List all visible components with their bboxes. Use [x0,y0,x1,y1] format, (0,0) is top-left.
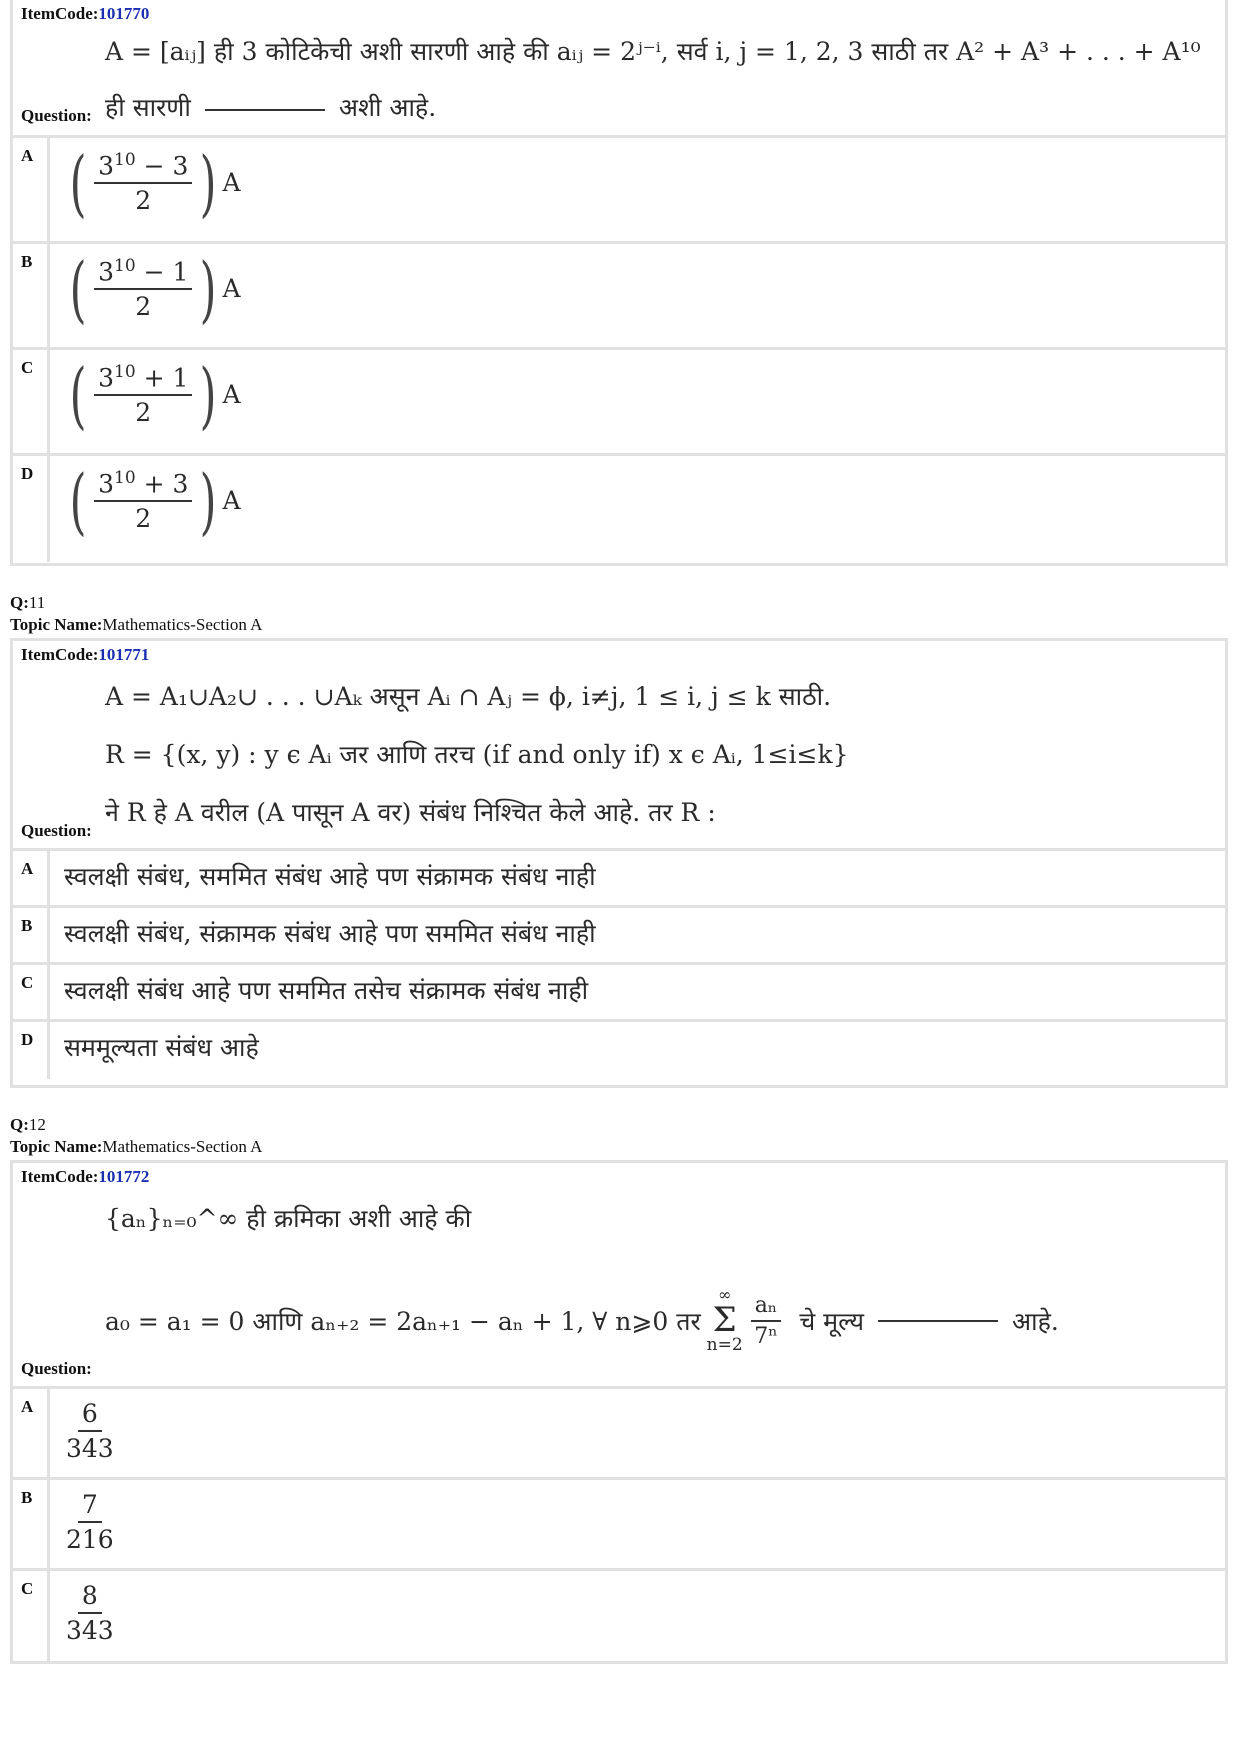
question-label: Question: [21,821,92,840]
numerator-rest: − 1 [135,257,189,287]
itemcode-value: 101772 [98,1167,150,1186]
fraction-numerator [94,256,192,290]
left-paren: ( [69,140,87,225]
option-expression [64,352,241,437]
question-text-fragment: आहे. [1012,1306,1059,1336]
sum-lower-limit: n=2 [706,1335,743,1355]
option-content [50,851,1225,905]
option-letter: C [13,350,50,453]
option-a[interactable] [13,138,1225,244]
right-paren: ) [200,140,217,225]
left-paren: ( [69,458,87,543]
option-content [50,965,1225,1019]
question-text-line-1: {aₙ}ₙ₌₀^∞ ही क्रमिका अशी आहे की [105,1204,472,1233]
option-expression [64,1581,116,1645]
option-letter: D [13,456,50,562]
option-letter: B [13,908,50,962]
option-content [50,1022,1225,1079]
question-cell [13,641,1225,851]
itemcode [21,4,149,24]
answer-blank [205,109,325,111]
option-a[interactable] [13,1389,1225,1480]
q-label: Q: [10,593,29,612]
option-b[interactable] [13,1480,1225,1571]
question-block-101771 [10,638,1228,1088]
option-letter: B [13,244,50,347]
fraction-numerator [94,362,192,396]
fraction-denominator: 216 [66,1525,114,1554]
fraction [94,468,192,533]
numerator-exponent: 10 [114,150,136,170]
numerator-exponent: 10 [114,468,136,488]
option-content [50,456,1225,562]
option-content [50,1571,1225,1662]
numerator-base: 3 [98,151,114,181]
option-text: स्वलक्षी संबंध, संक्रामक संबंध आहे पण सममित संबंध नाही [64,919,596,948]
right-paren: ) [200,458,217,543]
left-paren: ( [69,352,87,437]
itemcode-value: 101771 [98,645,150,664]
options-list [13,1389,1225,1662]
question-label: Question: [21,106,92,125]
option-content [50,908,1225,962]
sum-symbol: Σ [712,1300,737,1340]
option-content [50,1389,1225,1477]
fraction [94,150,192,215]
fraction-numerator: 8 [78,1581,102,1614]
fraction-denominator: 7ⁿ [754,1323,778,1349]
question-cell [13,1163,1225,1389]
numerator-rest: − 3 [135,151,189,181]
option-letter: A [13,1389,50,1477]
fraction [94,362,192,427]
option-text: स्वलक्षी संबंध आहे पण सममित तसेच संक्रामक संबंध नाही [64,976,589,1005]
fraction [94,256,192,321]
question-text-fragment: अशी आहे. [338,93,437,122]
q-number-value: 11 [28,593,46,612]
itemcode [21,645,149,665]
option-expression [64,1490,116,1554]
fraction-numerator: 7 [78,1490,102,1523]
itemcode-label: ItemCode: [21,4,99,23]
option-c[interactable] [13,965,1225,1022]
option-expression [64,1399,116,1463]
option-c[interactable] [13,1571,1225,1662]
option-expression [64,246,241,331]
option-letter: D [13,1022,50,1079]
topic-name [10,614,262,636]
numerator-base: 3 [98,469,114,499]
question-text-line-2 [105,90,436,124]
option-letter: A [13,851,50,905]
question-text-line-3: ने R हे A वरील (A पासून A वर) संबंध निश्चित केले आहे. तर R : [105,798,716,827]
numerator-exponent: 10 [114,362,136,382]
itemcode-value: 101770 [98,4,150,23]
numerator-rest: + 1 [135,363,189,393]
question-text-fragment: चे मूल्य [799,1306,865,1336]
topic-value: Mathematics-Section A [102,615,263,634]
sum-upper-limit: ∞ [718,1285,732,1304]
fraction [66,1399,114,1463]
question-block-101772 [10,1160,1228,1664]
topic-name [10,1136,262,1158]
fraction-denominator: 343 [66,1434,114,1463]
matrix-symbol: A [222,274,241,304]
options-list [13,138,1225,562]
topic-value: Mathematics-Section A [102,1137,263,1156]
numerator-rest: + 3 [135,469,189,499]
matrix-symbol: A [222,380,241,410]
topic-label: Topic Name: [10,615,103,634]
option-letter: C [13,965,50,1019]
right-paren: ) [200,246,217,331]
option-expression [64,140,241,225]
numerator-base: 3 [98,363,114,393]
option-b[interactable] [13,244,1225,350]
numerator-exponent: 10 [114,256,136,276]
options-list [13,851,1225,1079]
question-number [10,1114,46,1136]
numerator-base: 3 [98,257,114,287]
right-paren: ) [200,352,217,437]
matrix-symbol: A [222,486,241,516]
question-text-line-1: A = [aᵢⱼ] ही 3 कोटिकेची अशी सारणी आहे की aᵢⱼ = 2ʲ⁻ⁱ, सर्व i, j = 1, 2, 3 साठी तर A² + A³ + . . . + A¹⁰ [105,37,1201,66]
fraction-numerator: aₙ [751,1293,782,1322]
option-text: सममूल्यता संबंध आहे [64,1033,259,1062]
fraction-numerator: 6 [78,1399,102,1432]
topic-label: Topic Name: [10,1137,103,1156]
question-text-fragment: ही सारणी [105,93,191,122]
option-content [50,138,1225,241]
question-number [10,592,45,614]
option-letter: A [13,138,50,241]
fraction-numerator [94,150,192,184]
fraction-numerator [94,468,192,502]
option-content [50,1480,1225,1568]
question-text-fragment: a₀ = a₁ = 0 आणि aₙ₊₂ = 2aₙ₊₁ − aₙ + 1, ∀ n⩾0 तर [105,1306,701,1336]
itemcode-label: ItemCode: [21,1167,99,1186]
option-d[interactable] [13,456,1225,562]
option-b[interactable] [13,908,1225,965]
question-text-line-1: A = A₁∪A₂∪ . . . ∪Aₖ असून Aᵢ ∩ Aⱼ = ϕ, i≠j, 1 ≤ i, j ≤ k साठी. [105,682,832,711]
fraction-denominator: 2 [135,504,152,534]
answer-blank [878,1320,998,1322]
fraction [66,1581,114,1645]
option-content [50,350,1225,453]
question-block-101770 [10,0,1228,566]
option-c[interactable] [13,350,1225,456]
question-text-line-2: R = {(x, y) : y ϵ Aᵢ जर आणि तरच (if and only if) x ϵ Aᵢ, 1≤i≤k} [105,740,849,769]
question-cell [13,0,1225,138]
option-letter: C [13,1571,50,1662]
summation [707,1287,743,1354]
question-text-line-2 [105,1287,1059,1354]
option-letter: B [13,1480,50,1568]
q-label: Q: [10,1115,29,1134]
itemcode [21,1167,149,1187]
itemcode-label: ItemCode: [21,645,99,664]
q-number-value: 12 [28,1115,46,1134]
matrix-symbol: A [222,168,241,198]
left-paren: ( [69,246,87,331]
fraction-denominator: 343 [66,1616,114,1645]
fraction-denominator: 2 [135,186,152,216]
fraction-denominator: 2 [135,292,152,322]
option-a[interactable] [13,851,1225,908]
fraction [66,1490,114,1554]
question-label: Question: [21,1359,92,1378]
fraction-denominator: 2 [135,398,152,428]
option-d[interactable] [13,1022,1225,1079]
sum-term-fraction [751,1293,782,1349]
option-content [50,244,1225,347]
option-expression [64,458,241,543]
option-text: स्वलक्षी संबंध, सममित संबंध आहे पण संक्रामक संबंध नाही [64,862,596,891]
